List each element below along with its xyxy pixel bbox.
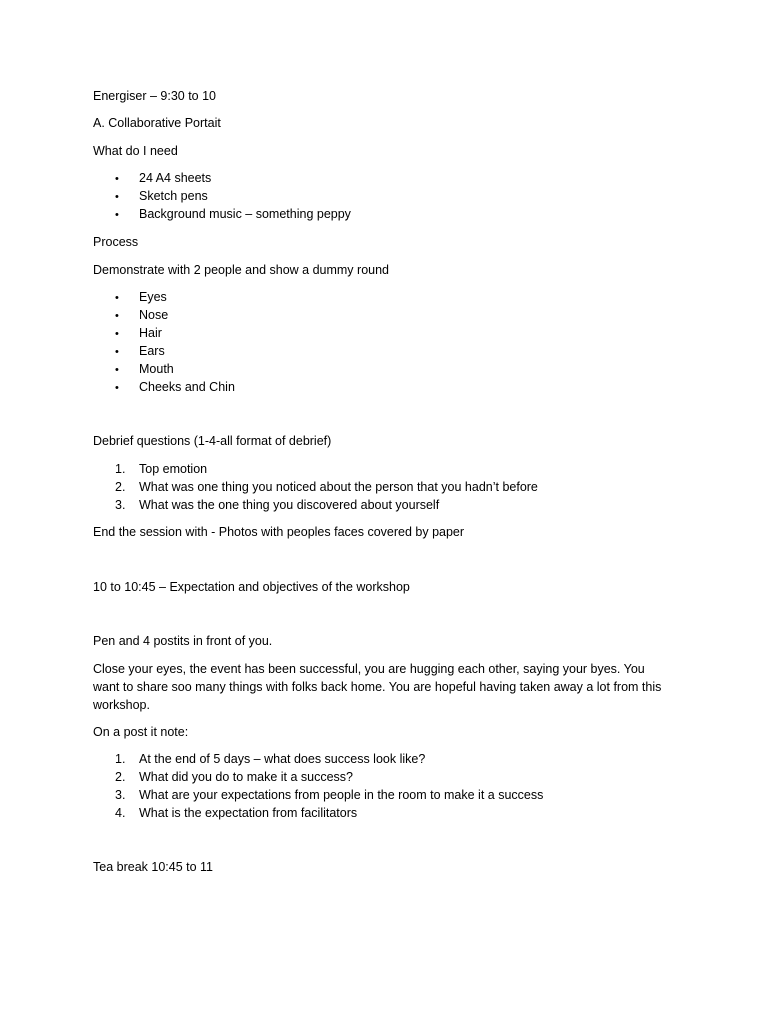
bullet-marker: •: [115, 346, 119, 358]
list-item: [115, 343, 165, 360]
list-item-text: What is the expectation from facilitators: [139, 806, 358, 820]
list-item-text: What was the one thing you discovered about yourself: [139, 498, 440, 512]
list-item-text: Ears: [139, 344, 165, 358]
activity-title: A. Collaborative Portait: [93, 116, 221, 130]
bullet-marker: •: [115, 209, 119, 221]
pen-postits-text: Pen and 4 postits in front of you.: [93, 634, 273, 648]
list-item-text: Background music – something peppy: [139, 207, 351, 221]
numbered-item: [115, 805, 357, 821]
number-marker: 3.: [115, 498, 126, 512]
list-item: [115, 206, 351, 223]
numbered-item: [115, 461, 207, 477]
list-item-text: Cheeks and Chin: [139, 380, 235, 394]
section-heading-expectations: 10 to 10:45 – Expectation and objectives of the workshop: [93, 580, 410, 594]
bullet-marker: •: [115, 364, 119, 376]
number-marker: 2.: [115, 480, 126, 494]
numbered-item: [115, 769, 353, 785]
bullet-marker: •: [115, 310, 119, 322]
bullet-marker: •: [115, 292, 119, 304]
list-item-text: 24 A4 sheets: [139, 171, 212, 185]
number-marker: 2.: [115, 770, 126, 784]
list-item-text: Nose: [139, 308, 169, 322]
process-text: Demonstrate with 2 people and show a dummy round: [93, 263, 389, 277]
process-heading: Process: [93, 235, 139, 249]
list-item: [115, 170, 211, 187]
list-item-text: At the end of 5 days – what does success look like?: [139, 752, 426, 766]
list-item: [115, 289, 167, 306]
list-item-text: Eyes: [139, 290, 167, 304]
list-item: [115, 325, 162, 342]
bullet-marker: •: [115, 173, 119, 185]
list-item-text: Top emotion: [139, 462, 208, 476]
number-marker: 1.: [115, 462, 126, 476]
section-heading-energiser: Energiser – 9:30 to 10: [93, 89, 216, 103]
list-item-text: Hair: [139, 326, 162, 340]
tea-break-text: Tea break 10:45 to 11: [93, 860, 213, 874]
need-heading: What do I need: [93, 144, 178, 158]
list-item: [115, 361, 174, 378]
numbered-item: [115, 497, 439, 513]
debrief-heading: Debrief questions (1-4-all format of debrief): [93, 434, 332, 448]
postit-heading: On a post it note:: [93, 725, 189, 739]
list-item-text: What did you do to make it a success?: [139, 770, 353, 784]
close-eyes-paragraph: Close your eyes, the event has been successful, you are hugging each other, saying your byes. You want to share soo many things with folks back home. You are hopeful having taken away a lot from this workshop.: [93, 662, 662, 712]
number-marker: 3.: [115, 788, 126, 802]
bullet-marker: •: [115, 382, 119, 394]
list-item-text: Mouth: [139, 362, 174, 376]
numbered-item: [115, 787, 543, 803]
list-item: [115, 307, 168, 324]
list-item-text: What are your expectations from people in the room to make it a success: [139, 788, 544, 802]
bullet-marker: •: [115, 328, 119, 340]
list-item: [115, 188, 208, 205]
list-item: [115, 379, 235, 396]
number-marker: 4.: [115, 806, 126, 820]
list-item-text: Sketch pens: [139, 189, 208, 203]
numbered-item: [115, 479, 538, 495]
end-session-text: End the session with - Photos with peoples faces covered by paper: [93, 525, 465, 539]
number-marker: 1.: [115, 752, 126, 766]
list-item-text: What was one thing you noticed about the person that you hadn’t before: [139, 480, 538, 494]
numbered-item: [115, 751, 425, 767]
bullet-marker: •: [115, 191, 119, 203]
